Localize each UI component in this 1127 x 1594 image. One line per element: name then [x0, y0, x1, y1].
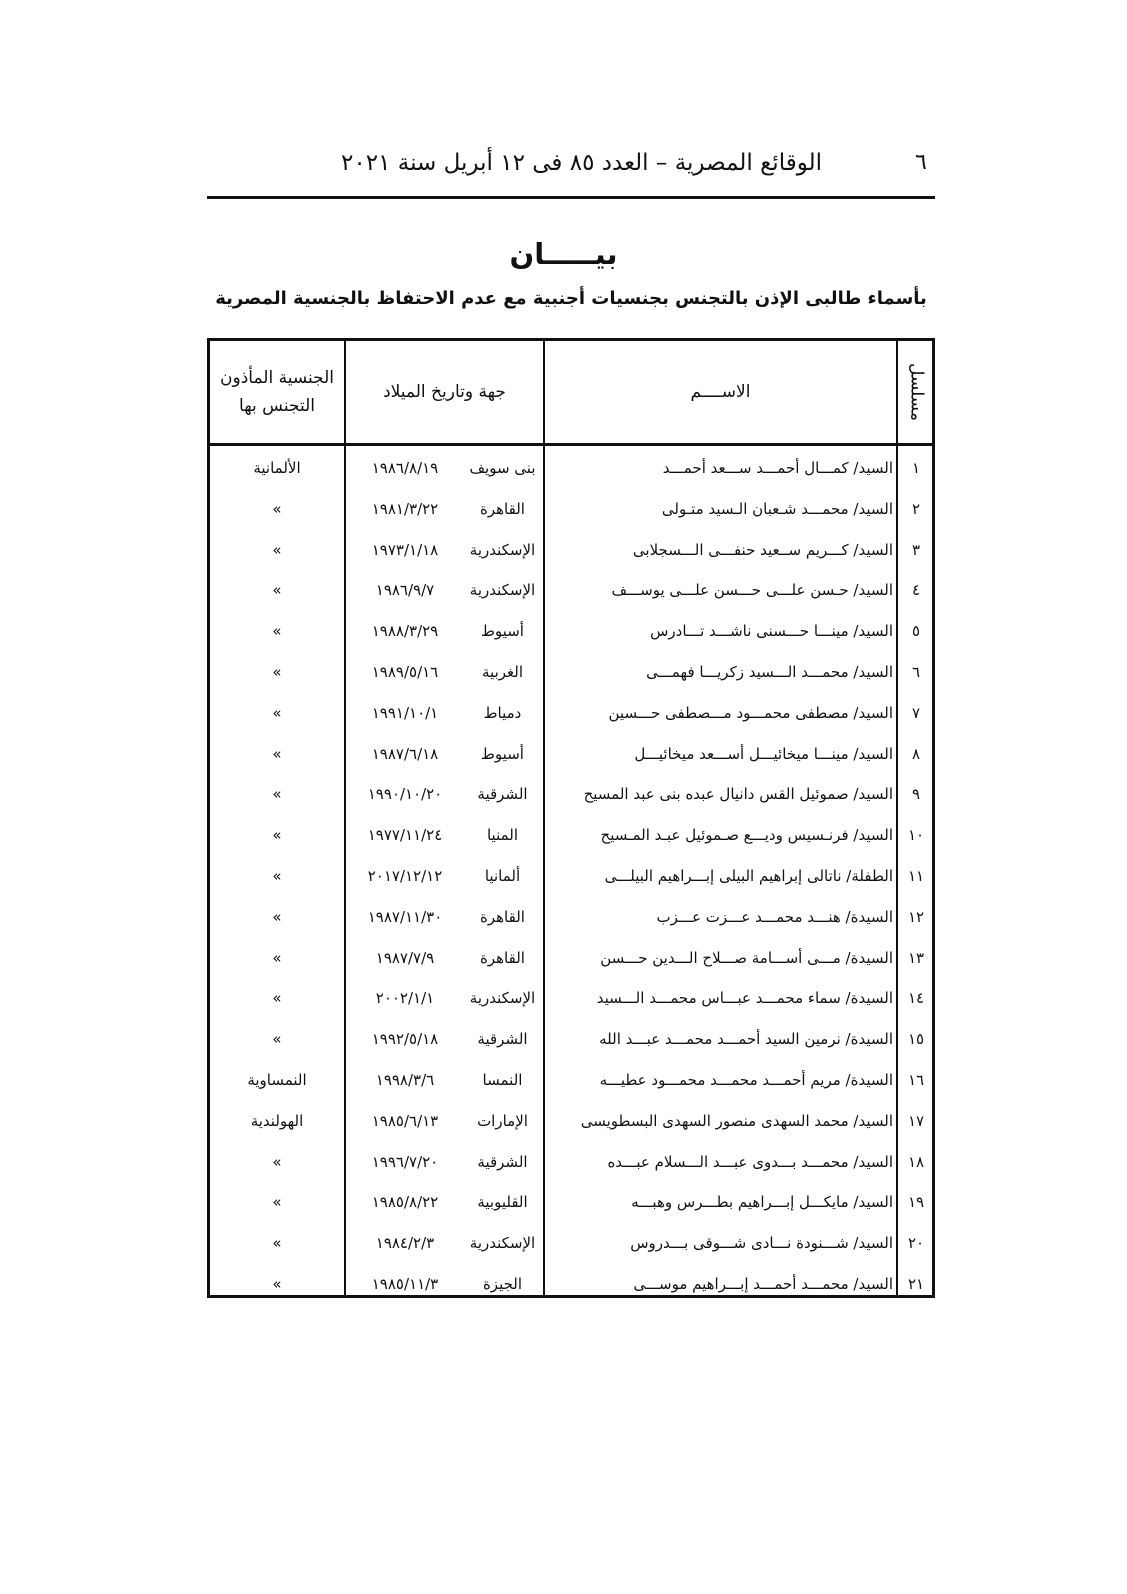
row-name: السيد/ محمـــد الـــسيد زكريـــا فهمـــى	[646, 663, 893, 681]
table-row	[210, 448, 932, 489]
row-serial: ٦	[911, 663, 921, 681]
row-birth-place: الغربية	[482, 663, 523, 681]
row-birth-place: الإسكندرية	[469, 989, 536, 1008]
table-row	[210, 897, 932, 938]
row-birth-date: ١٩٨٦/٩/٧	[375, 581, 435, 600]
row-birth-date: ١٩٩٠/١٠/٢٠	[367, 785, 443, 804]
table-row	[210, 530, 932, 571]
row-name: السيدة/ هنـــد محمـــد عـــزت عـــزب	[656, 907, 893, 926]
row-name: السيدة/ نرمين السيد أحمـــد محمـــد عبـــد الله	[599, 1030, 893, 1049]
row-birth-date: ١٩٨٨/٣/٢٩	[371, 622, 439, 641]
row-nationality: »	[272, 1234, 282, 1253]
row-nationality: النمساوية	[247, 1071, 307, 1089]
row-name: السيد/ محمـــد أحمـــد إبـــراهيم موســـى	[633, 1275, 893, 1293]
document-title: بيـــــان	[509, 237, 618, 271]
row-serial: ٤	[911, 581, 921, 600]
row-nationality: »	[272, 1275, 282, 1293]
row-nationality: »	[272, 867, 282, 885]
row-name: السيد/ محمـــد شـعبان الـسيد متـولى	[661, 499, 893, 518]
table-row	[210, 489, 932, 530]
page-number: ٦	[915, 150, 927, 175]
row-name: السيدة/ مريم أحمـــد محمـــد محمـــود عطيـــه	[599, 1071, 893, 1089]
row-name: السيد/ حـسن علـــى حـــسن علـــى يوســـف	[611, 581, 893, 600]
row-serial: ١١	[907, 867, 925, 885]
table-row	[210, 1142, 932, 1183]
row-birth-date: ١٩٨٧/١١/٣٠	[367, 907, 443, 926]
header-nationality: الجنسية المأذون التجنس بها	[220, 368, 334, 416]
row-serial: ٢	[911, 499, 921, 518]
row-serial: ١٦	[907, 1071, 925, 1089]
table-row	[210, 1101, 932, 1142]
row-name: السيد/ مايكـــل إبـــراهيم بطـــرس وهبـــه	[631, 1193, 893, 1212]
row-name: السيد/ فرنـسيس وديـــع صـموئيل عبـد المـسيح	[600, 826, 893, 845]
row-name: السيد/ شـــنودة نـــادى شـــوقى بـــدروس	[630, 1234, 893, 1253]
row-birth-date: ١٩٩٢/٥/١٨	[371, 1030, 439, 1049]
applicants-table	[207, 338, 935, 1298]
row-birth-date: ١٩٩١/١٠/١	[371, 703, 439, 722]
row-birth-date: ١٩٨٥/١١/٣	[371, 1275, 439, 1293]
row-serial: ١٣	[907, 948, 925, 967]
row-birth-place: الإمارات	[477, 1111, 528, 1130]
table-row	[210, 693, 932, 734]
row-name: السيد/ مينـــا ميخائيـــل أســـعد ميخائيـــل	[634, 744, 893, 763]
document-subtitle: بأسماء طالبى الإذن بالتجنس بجنسيات أجنبية مع عدم الاحتفاظ بالجنسية المصرية	[215, 288, 927, 309]
row-birth-place: دمياط	[483, 703, 522, 722]
row-birth-place: القاهرة	[480, 499, 525, 518]
row-nationality: الألمانية	[253, 459, 301, 477]
row-serial: ٩	[911, 785, 921, 804]
row-nationality: »	[272, 1193, 282, 1212]
row-birth-date: ٢٠١٧/١٢/١٢	[367, 867, 443, 885]
table-row	[210, 1182, 932, 1223]
row-birth-place: النمسا	[482, 1071, 523, 1089]
row-name: السيد/ محمد السهدى منصور السهدى البسطويسى	[580, 1111, 893, 1130]
row-birth-date: ١٩٧٣/١/١٨	[371, 540, 439, 559]
row-birth-place: الجيزة	[482, 1275, 523, 1293]
row-nationality: »	[272, 1152, 282, 1171]
table-row	[210, 856, 932, 897]
row-serial: ١٧	[907, 1111, 925, 1130]
row-nationality: الهولندية	[250, 1111, 304, 1130]
row-serial: ١	[911, 459, 921, 477]
row-serial: ١٩	[907, 1193, 925, 1212]
gazette-header-title: الوقائع المصرية – العدد ٨٥ فى ١٢ أبريل سنة ٢٠٢١	[341, 150, 822, 176]
row-serial: ٣	[911, 540, 921, 559]
row-name: الطفلة/ ناتالى إبراهيم البيلى إبـــراهيم البيلـــى	[604, 867, 893, 885]
row-serial: ٥	[911, 622, 921, 641]
row-birth-place: المنيا	[486, 826, 519, 845]
row-serial: ٢١	[907, 1275, 925, 1293]
table-row	[210, 938, 932, 979]
row-nationality: »	[272, 540, 282, 559]
row-birth-place: الإسكندرية	[469, 540, 536, 559]
header-divider	[207, 196, 935, 199]
row-birth-date: ١٩٨٧/٦/١٨	[371, 744, 439, 763]
table-row	[210, 652, 932, 693]
row-nationality: »	[272, 581, 282, 600]
row-nationality: »	[272, 826, 282, 845]
row-serial: ٧	[911, 703, 921, 722]
row-birth-date: ١٩٧٧/١١/٢٤	[367, 826, 443, 845]
row-nationality: »	[272, 703, 282, 722]
row-name: السيد/ صموئيل القس دانيال عبده بنى عبد المسيح	[583, 785, 893, 804]
row-nationality: »	[272, 622, 282, 641]
table-row	[210, 734, 932, 775]
row-nationality: »	[272, 948, 282, 967]
header-serial: مسلسل	[906, 363, 927, 421]
table-row	[210, 774, 932, 815]
row-nationality: »	[272, 663, 282, 681]
table-row	[210, 1019, 932, 1060]
row-serial: ١٠	[907, 826, 925, 845]
table-row	[210, 978, 932, 1019]
row-name: السيدة/ سماء محمـــد عبـــاس محمـــد الـــسيد	[596, 989, 893, 1008]
row-birth-place: الشرقية	[477, 785, 528, 804]
row-birth-date: ١٩٨٤/٢/٣	[375, 1234, 435, 1253]
row-birth-place: القاهرة	[480, 907, 525, 926]
row-name: السيد/ كـــريم ســعيد حنفـــى الـــسجلابى	[632, 540, 893, 559]
table-row	[210, 570, 932, 611]
row-birth-date: ١٩٨٥/٦/١٣	[371, 1111, 439, 1130]
header-row-divider	[210, 443, 932, 446]
row-birth-place: أسيوط	[481, 622, 524, 641]
row-nationality: »	[272, 907, 282, 926]
header-name: الاســــم	[690, 382, 751, 402]
table-row	[210, 1060, 932, 1101]
row-birth-place: الإسكندرية	[469, 581, 536, 600]
table-row	[210, 1264, 932, 1305]
row-birth-place: القليوبية	[477, 1193, 528, 1212]
row-serial: ٨	[911, 744, 921, 763]
row-birth-date: ٢٠٠٢/١/١	[375, 989, 435, 1008]
row-nationality: »	[272, 499, 282, 518]
row-name: السيد/ محمـــد بـــدوى عبـــد الـــسلام عبـــده	[607, 1152, 893, 1171]
table-row	[210, 611, 932, 652]
row-name: السيدة/ مـــى أســـامة صـــلاح الـــدين حـــسن	[600, 948, 893, 967]
row-birth-date: ١٩٩٨/٣/٦	[375, 1071, 435, 1089]
row-nationality: »	[272, 989, 282, 1008]
row-birth-date: ١٩٨٩/٥/١٦	[371, 663, 439, 681]
header-birth: جهة وتاريخ الميلاد	[383, 382, 506, 402]
row-birth-date: ١٩٨٥/٨/٢٢	[371, 1193, 439, 1212]
row-nationality: »	[272, 1030, 282, 1049]
row-birth-place: أسيوط	[481, 744, 524, 763]
row-birth-place: الشرقية	[477, 1030, 528, 1049]
row-serial: ١٢	[907, 907, 925, 926]
row-serial: ١٤	[907, 989, 925, 1008]
row-birth-place: ألمانيا	[484, 867, 521, 885]
row-serial: ١٨	[907, 1152, 925, 1171]
row-birth-date: ١٩٨٦/٨/١٩	[371, 459, 439, 477]
row-birth-place: بنى سويف	[469, 459, 536, 477]
table-row	[210, 815, 932, 856]
row-birth-date: ١٩٨٧/٧/٩	[375, 948, 435, 967]
row-birth-date: ١٩٩٦/٧/٢٠	[371, 1152, 439, 1171]
row-birth-place: الشرقية	[477, 1152, 528, 1171]
row-name: السيد/ مينـــا حـــسنى ناشـــد تـــادرس	[650, 622, 893, 641]
row-serial: ٢٠	[907, 1234, 925, 1253]
table-row	[210, 1223, 932, 1264]
row-nationality: »	[272, 785, 282, 804]
row-name: السيد/ كمـــال أحمـــد ســـعد أحمـــد	[662, 459, 893, 477]
row-birth-place: القاهرة	[480, 948, 525, 967]
row-name: السيد/ مصطفى محمـــود مـــصطفى حـــسين	[608, 703, 893, 722]
row-birth-date: ١٩٨١/٣/٢٢	[371, 499, 439, 518]
row-serial: ١٥	[907, 1030, 925, 1049]
row-nationality: »	[272, 744, 282, 763]
row-birth-place: الإسكندرية	[469, 1234, 536, 1253]
